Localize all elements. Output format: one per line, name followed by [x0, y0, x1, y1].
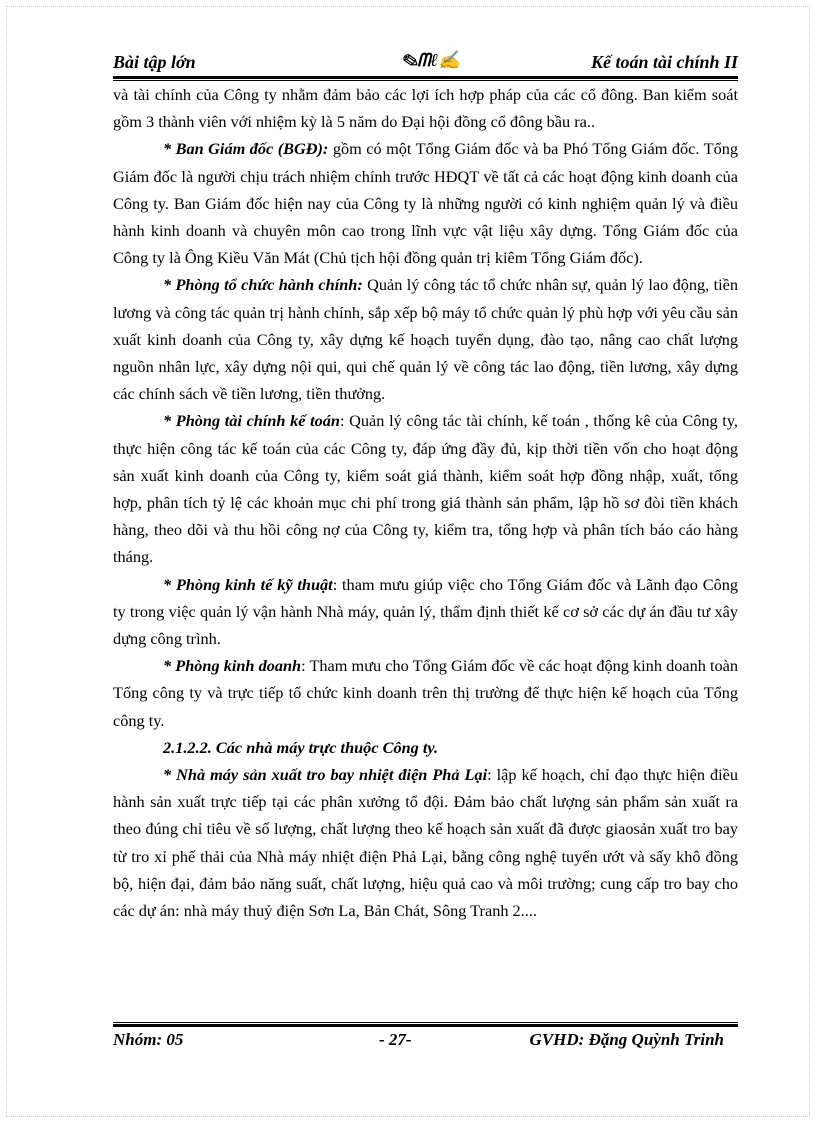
paragraph-ky-thuat-text: : tham mưu giúp việc cho Tổng Giám đốc và Lãnh đạo Công ty trong việc quản lý vận hành Nhà máy, quản lý, thẩm định thiết kế cơ sở các dự án đầu tư xây dựng công trình.: [113, 574, 738, 649]
paragraph-nha-may: [113, 761, 738, 924]
page-header: [113, 50, 738, 76]
paragraph-ky-thuat-label: * Phòng kinh tế kỹ thuật: [163, 574, 333, 594]
section-heading: [113, 734, 738, 761]
paragraph-1: [113, 81, 738, 135]
paragraph-bgd-label: * Ban Giám đốc (BGĐ):: [163, 139, 329, 159]
paragraph-nha-may-text: : lập kế hoạch, chỉ đạo thực hiện điều hành sản xuất trực tiếp tại các phân xưởng tổ đội. Đảm bảo chất lượng sản phẩm sản xuất ra theo đúng chỉ tiêu về số lượng, chất lượng theo kế hoạch sản xuất đã được giaosản xuất tro bay từ tro xỉ phế thải của Nhà máy nhiệt điện Phả Lại, bằng công nghệ tuyển ướt và sấy khô đồng bộ, hiện đại, đảm bảo năng suất, chất lượng, hiệu quả cao và môi trường; cung cấp tro bay cho các dự án: nhà máy thuỷ điện Sơn La, Bản Chát, Sông Tranh 2....: [113, 765, 738, 921]
footer-instructor: GVHD: Đặng Quỳnh Trinh: [529, 1030, 724, 1049]
paragraph-hanh-chinh-text: Quản lý công tác tổ chức nhân sự, quản lý lao động, tiền lương và công tác quản trị hành chính, sắp xếp bộ máy tổ chức quản lý phù hợp với yêu cầu sản xuất kinh doanh của Công ty, xây dựng kế hoạch tuyển dụng, đào tạo, nâng cao chất lượng nguồn nhân lực, xây dựng nội qui, qui chế quản lý về công tác lao động, tiền lương, xây dựng các chính sách về tiền lương, tiền thưởng.: [113, 275, 738, 404]
footer-page-number: - 27-: [379, 1030, 412, 1049]
paragraph-ky-thuat: [113, 571, 738, 653]
header-ornament-logo: ✎ᗰℓ✍: [401, 50, 461, 70]
header-right-title: Kế toán tài chính II: [590, 52, 738, 72]
paragraph-kinh-doanh: [113, 652, 738, 734]
paragraph-kinh-doanh-text: : Tham mưu cho Tổng Giám đốc về các hoạt động kinh doanh toàn Tổng công ty và trực tiếp tổ chức kinh doanh trên thị trường để thực hiện kế hoạch của Tổng công ty.: [113, 656, 738, 730]
paragraph-ke-toan-text: : Quản lý công tác tài chính, kế toán , thống kê của Công ty, thực hiện công tác kế toán của các Công ty, đáp ứng đầy đủ, kịp thời tiền vốn cho hoạt động sản xuất kinh doanh của Công ty, kiểm soát giá thành, kiểm soát hợp đồng nhập, xuất, tổng hợp, phân tích tỷ lệ các khoản mục chi phí trong giá thành sản phẩm, lập hồ sơ đòi tiền khách hàng, theo dõi và thu hồi công nợ của Công ty, kiểm tra, tổng hợp và phân tích báo cáo hàng tháng.: [113, 411, 738, 567]
paragraph-hanh-chinh: [113, 271, 738, 407]
page-footer: [113, 1030, 738, 1054]
paragraph-bgd-text: gồm có một Tổng Giám đốc và ba Phó Tổng Giám đốc. Tổng Giám đốc là người chịu trách nhiệm chính trước HĐQT về tất cả các hoạt động kinh doanh của Công ty. Ban Giám đốc hiện nay của Công ty là những người có kinh nghiệm quản lý và điều hành kinh doanh và chuyên môn cao trong lĩnh vực vật liệu xây dựng. Tổng Giám đốc của Công ty là Ông Kiều Văn Mát (Chủ tịch hội đồng quản trị kiêm Tổng Giám đốc).: [113, 139, 738, 268]
paragraph-1-text: và tài chính của Công ty nhằm đảm bảo các lợi ích hợp pháp của các cổ đông. Ban kiểm soát gồm 3 thành viên với nhiệm kỳ là 5 năm do Đại hội đồng cổ đông bầu ra..: [113, 85, 738, 132]
paragraph-hanh-chinh-label: * Phòng tổ chức hành chính:: [163, 275, 363, 295]
paragraph-ke-toan-label: * Phòng tài chính kế toán: [163, 411, 340, 431]
footer-rule: [113, 1022, 738, 1027]
paragraph-kinh-doanh-label: * Phòng kinh doanh: [163, 656, 302, 676]
document-body: [113, 81, 738, 924]
footer-group: Nhóm: 05: [113, 1030, 184, 1049]
header-left-title: Bài tập lớn: [113, 52, 196, 72]
paragraph-ke-toan: [113, 407, 738, 570]
paragraph-nha-may-label: * Nhà máy sản xuất tro bay nhiệt điện Phả Lại: [163, 765, 488, 785]
paragraph-bgd: [113, 135, 738, 271]
section-heading-text: 2.1.2.2. Các nhà máy trực thuộc Công ty.: [163, 737, 439, 757]
